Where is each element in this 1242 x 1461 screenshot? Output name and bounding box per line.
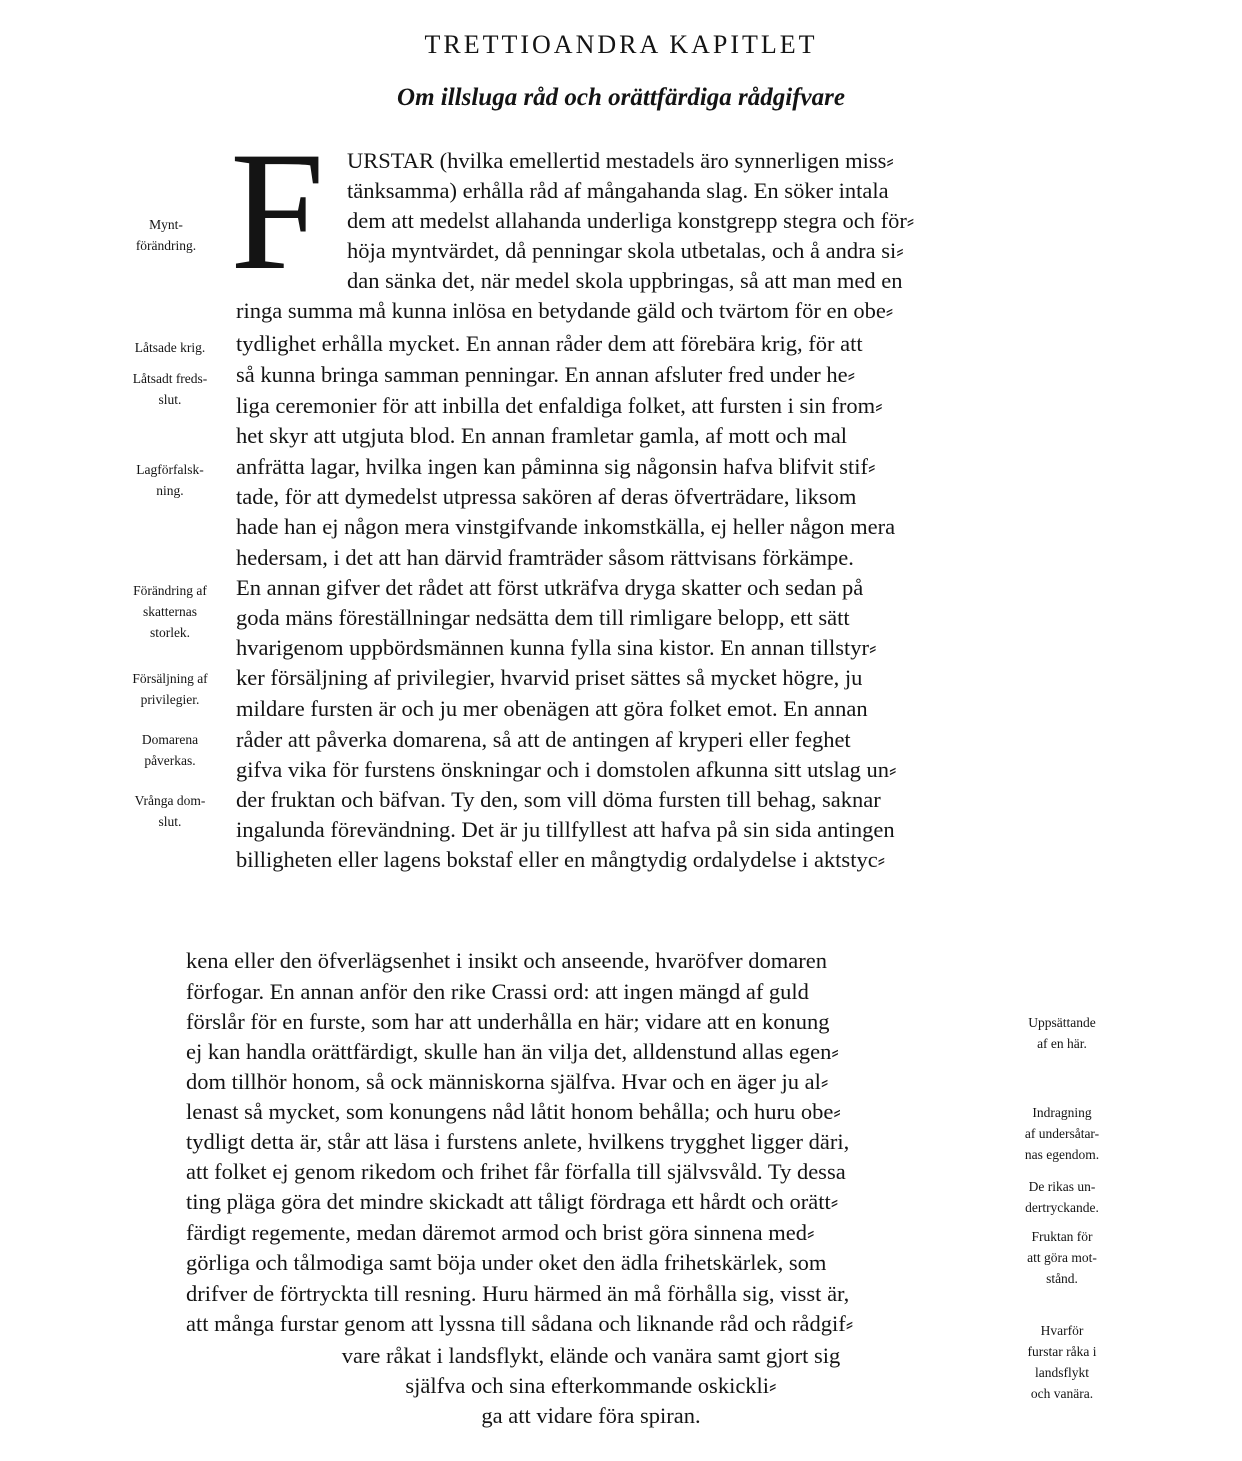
text-line: att många furstar genom att lyssna till sådana och liknande råd och rådgif⸗ bbox=[186, 1311, 854, 1336]
margin-note: Låtsadt freds- slut. bbox=[132, 371, 208, 407]
text-line: het skyr att utgjuta blod. En annan framletar gamla, af mott och mal bbox=[236, 423, 848, 448]
text-line: ting pläga göra det mindre skickadt att tåligt fördraga ett hårdt och orätt⸗ bbox=[186, 1189, 839, 1214]
text-line: råder att påverka domarena, så att de antingen af kryperi eller feghet bbox=[236, 727, 851, 752]
text-line: URSTAR (hvilka emellertid mestadels äro synnerligen miss⸗ bbox=[347, 148, 894, 173]
margin-note: Lagförfalsk- ning. bbox=[136, 462, 204, 498]
margin-note: Mynt- förändring. bbox=[135, 217, 197, 253]
text-line: drifver de förtryckta till resning. Huru härmed än må förhålla sig, visst är, bbox=[186, 1281, 850, 1306]
chapter-title: TRETTIOANDRA KAPITLET bbox=[424, 30, 818, 59]
chapter-subtitle: Om illsluga råd och orättfärdiga rådgifvare bbox=[397, 84, 845, 111]
text-line: dem att medelst allahanda underliga konstgrepp stegra och för⸗ bbox=[347, 208, 915, 233]
text-line: anfrätta lagar, hvilka ingen kan påminna sig någonsin hafva blifvit stif⸗ bbox=[236, 454, 876, 479]
margin-note: Låtsade krig. bbox=[134, 340, 206, 355]
text-line: vare råkat i landsflykt, elände och vanära samt gjort sig bbox=[341, 1343, 841, 1368]
margin-note: Förändring af skatternas storlek. bbox=[133, 583, 207, 640]
margin-note: Uppsättande af en här. bbox=[1028, 1015, 1096, 1051]
text-line: billigheten eller lagens bokstaf eller en mångtydig ordalydelse i aktstyc⸗ bbox=[236, 847, 886, 872]
text-line: hade han ej någon mera vinstgifvande inkomstkälla, ej heller någon mera bbox=[236, 514, 896, 539]
text-line: själfva och sina efterkommande oskickli⸗ bbox=[405, 1373, 777, 1398]
text-line: förslår för en furste, som har att underhålla en här; vidare att en konung bbox=[186, 1009, 830, 1034]
margin-note: Domarena påverkas. bbox=[141, 732, 199, 768]
text-line: goda mäns föreställningar nedsätta dem till rimligare belopp, ett sätt bbox=[236, 605, 850, 630]
margin-note: Vrånga dom- slut. bbox=[134, 793, 206, 829]
margin-note: Hvarför furstar råka i landsflykt och vanära. bbox=[1027, 1323, 1097, 1401]
text-line: tydlighet erhålla mycket. En annan råder dem att förebära krig, för att bbox=[236, 331, 863, 356]
margin-note: Försäljning af privilegier. bbox=[132, 671, 208, 707]
margin-note: Indragning af undersåtar- nas egendom. bbox=[1024, 1105, 1100, 1162]
text-line: tänksamma) erhålla råd af mångahanda slag. En söker intala bbox=[347, 178, 889, 203]
text-line: En annan gifver det rådet att först utkräfva dryga skatter och sedan på bbox=[236, 575, 864, 600]
text-line: gifva vika för furstens önskningar och i domstolen afkunna sitt utslag un⸗ bbox=[236, 757, 897, 782]
text-line: ringa summa må kunna inlösa en betydande gäld och tvärtom för en obe⸗ bbox=[236, 298, 894, 323]
text-line: hedersam, i det att han därvid framträder såsom rättvisans förkämpe. bbox=[236, 545, 854, 570]
text-line: mildare fursten är och ju mer obenägen att göra folket emot. En annan bbox=[236, 696, 868, 721]
text-line: liga ceremonier för att inbilla det enfaldiga folket, att fursten i sin from⸗ bbox=[236, 393, 883, 418]
text-line: så kunna bringa samman penningar. En annan afsluter fred under he⸗ bbox=[236, 362, 856, 387]
text-line: ej kan handla orättfärdigt, skulle han än vilja det, alldenstund allas egen⸗ bbox=[186, 1039, 839, 1064]
text-line: lenast så mycket, som konungens nåd låtit honom behålla; och huru obe⸗ bbox=[186, 1099, 841, 1124]
text-line: färdigt regemente, medan däremot armod och brist göra sinnena med⸗ bbox=[186, 1220, 815, 1245]
text-line: dan sänka det, när medel skola uppbringas, så att man med en bbox=[347, 268, 903, 293]
text-line: förfogar. En annan anför den rike Crassi ord: att ingen mängd af guld bbox=[186, 979, 809, 1004]
text-line: höja myntvärdet, då penningar skola utbetalas, och å andra si⸗ bbox=[347, 238, 904, 263]
text-line: tade, för att dymedelst utpressa sakören af deras öfverträdare, liksom bbox=[236, 484, 857, 509]
drop-cap: F bbox=[230, 117, 325, 305]
text-line: att folket ej genom rikedom och frihet får förfalla till självsvåld. Ty dessa bbox=[186, 1159, 846, 1184]
text-line: ker försäljning af privilegier, hvarvid priset sättes så mycket högre, ju bbox=[236, 665, 863, 690]
text-line: hvarigenom uppbördsmännen kunna fylla sina kistor. En annan tillstyr⸗ bbox=[236, 635, 877, 660]
margin-note: De rikas un- dertryckande. bbox=[1025, 1179, 1099, 1215]
text-line: der fruktan och bäfvan. Ty den, som vill döma fursten till behag, saknar bbox=[236, 787, 881, 812]
text-line: tydligt detta är, står att läsa i furstens anlete, hvilkens trygghet ligger däri, bbox=[186, 1129, 850, 1154]
text-line: ga att vidare föra spiran. bbox=[481, 1403, 701, 1428]
text-line: kena eller den öfverlägsenhet i insikt och anseende, hvaröfver domaren bbox=[186, 948, 827, 973]
text-line: görliga och tålmodiga samt böja under oket den ädla frihetskärlek, som bbox=[186, 1250, 827, 1275]
margin-note: Fruktan för att göra mot- stånd. bbox=[1027, 1229, 1097, 1286]
text-line: ingalunda förevändning. Det är ju tillfyllest att hafva på sin sida antingen bbox=[236, 817, 895, 842]
text-line: dom tillhör honom, så ock människorna själfva. Hvar och en äger ju al⸗ bbox=[186, 1069, 829, 1094]
